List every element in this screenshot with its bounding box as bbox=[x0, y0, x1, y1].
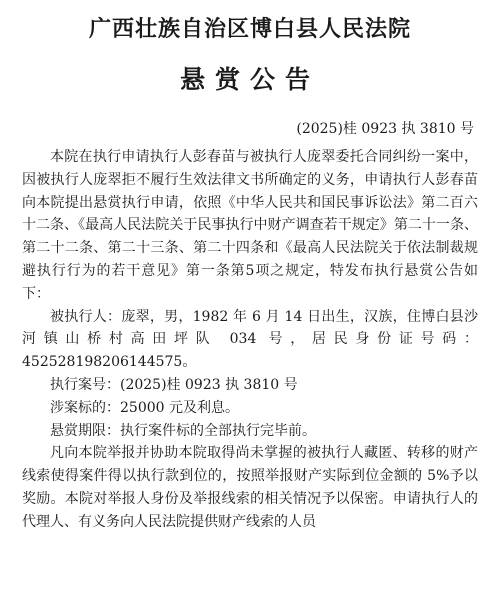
debtor-paragraph: 被执行人：庞翠，男，1982 年 6 月 14 日出生，汉族，住博白县沙河镇山桥村高田坪队 034 号，居民身份证号码：452528198206144575。 bbox=[22, 308, 478, 371]
amount-line: 涉案标的：25000 元及利息。 bbox=[50, 399, 239, 416]
notice-body bbox=[22, 146, 478, 534]
exec-case-line: 执行案号：(2025)桂 0923 执 3810 号 bbox=[50, 376, 298, 393]
court-name: 广西壮族自治区博白县人民法院 bbox=[88, 17, 411, 42]
period-line: 悬赏期限：执行案件标的全部执行完毕前。 bbox=[50, 422, 316, 439]
reward-paragraph: 凡向本院举报并协助本院取得尚未掌握的被执行人藏匿、转移的财产线索使得案件得以执行款到位的，按照举报财产实际到位金额的 5%予以奖励。本院对举报人身份及举报线索的相关情况予以保密。申请执行人的代理人、有义务向人民法院提供财产线索的人员 bbox=[22, 445, 478, 530]
notice-title: 悬赏公告 bbox=[179, 65, 320, 94]
case-number: (2025)桂 0923 执 3810 号 bbox=[296, 121, 474, 137]
intro-paragraph: 本院在执行申请执行人彭春苗与被执行人庞翠委托合同纠纷一案中，因被执行人庞翠拒不履行生效法律文书所确定的义务，申请执行人彭春苗向本院提出悬赏执行申请，依照《中华人民共和国民事诉讼法》第二百六十二条、《最高人民法院关于民事执行中财产调查若干规定》第二十一条、第二十二条、第二十三条、第二十四条和《最高人民法院关于依法制裁规避执行行为的若干意见》第一条第5项之规定，特发布执行悬赏公告如下： bbox=[22, 149, 478, 302]
